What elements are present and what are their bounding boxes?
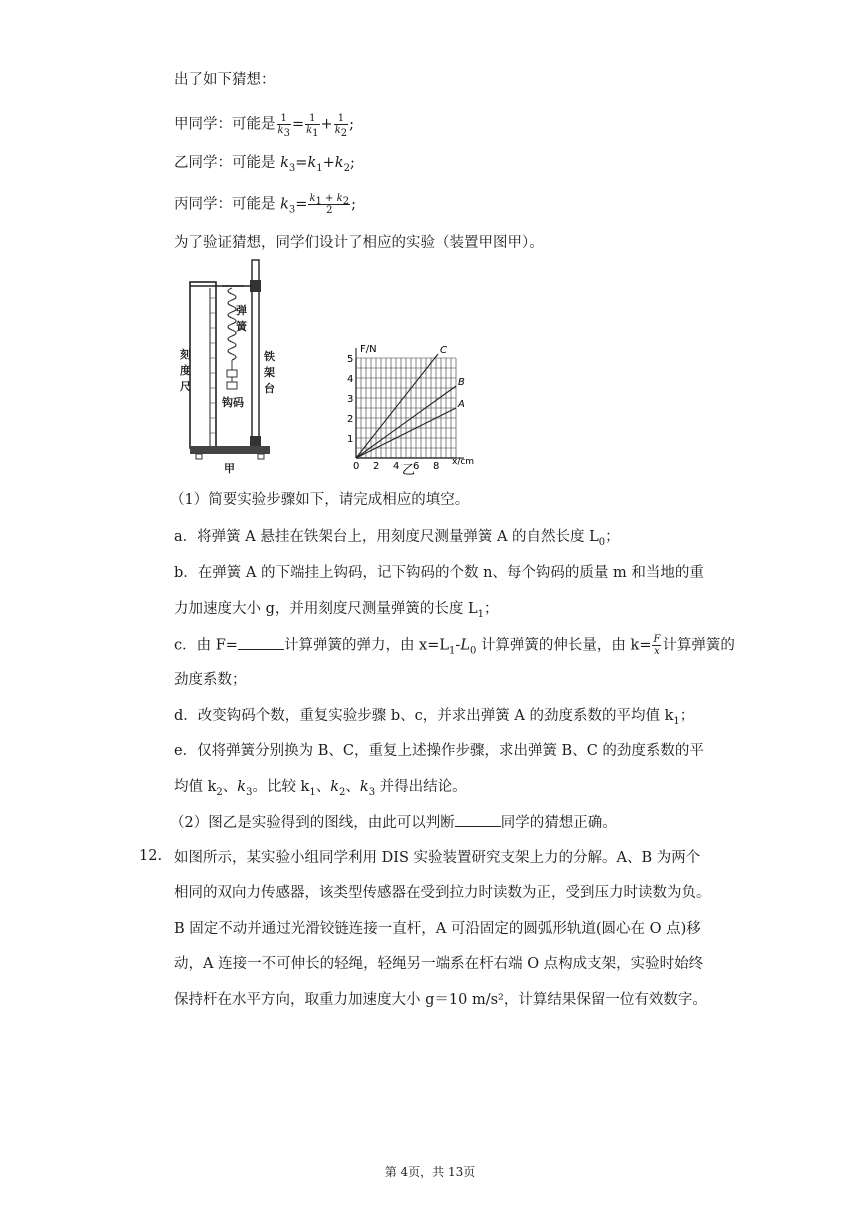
spring-label-0: 弹 (236, 304, 247, 317)
weight-2 (227, 382, 237, 389)
guess-jia: 甲同学：可能是 $\frac{1}{k_3}$ = $\frac{1}{k_1}$ + $\frac{1}{k_2}$ ; (174, 113, 355, 139)
step-a: a．将弹簧 A 悬挂在铁架台上，用刻度尺测量弹簧 A 的自然长度 $L_0$； (174, 529, 620, 548)
y-tick-label: 5 (347, 354, 354, 365)
series-label-B: B (458, 377, 465, 388)
figure-jia-apparatus (180, 258, 286, 475)
graph-lines (356, 345, 465, 458)
figure-yi-graph (338, 340, 488, 478)
spring (228, 288, 236, 360)
step-2: （2）图乙是实验得到的图线，由此可以判断 同学的猜想正确。 (170, 812, 617, 833)
x-tick-label: 6 (413, 461, 420, 472)
y-tick-label: 2 (347, 414, 354, 425)
spring-label-1: 簧 (236, 320, 247, 333)
step-e-1: e．仅将弹簧分别换为 B、C，重复上述操作步骤，求出弹簧 B、C 的劲度系数的平 (174, 743, 704, 759)
page-footer: 第 4页，共 13页 (384, 1165, 476, 1179)
step-b-2: 力加速度大小 g，并用刻度尺测量弹簧的长度 $L_1$； (174, 601, 499, 620)
stand-label-0: 铁 (264, 350, 275, 363)
answer-blank-1[interactable] (238, 635, 284, 650)
series-label-C: C (440, 345, 447, 356)
q12-line-1: 如图所示，某实验小组同学利用 DIS 实验装置研究支架上力的分解。A、B 为两个 (174, 850, 701, 866)
question-12-number: 12. (139, 848, 163, 864)
graph-ylabel: F/N (360, 344, 377, 355)
caption-jia: 甲 (224, 462, 235, 475)
series-label-A: A (458, 399, 465, 410)
base (190, 446, 270, 454)
graph-grid (356, 348, 464, 458)
q12-line-3: B 固定不动并通过光滑铰链连接一直杆，A 可沿固定的圆弧形轨道(圆心在 O 点)移 (174, 921, 701, 937)
y-tick-label: 4 (347, 374, 354, 385)
q12-line-5: 保持杆在水平方向，取重力加速度大小 g＝10 m/s²，计算结果保留一位有效数字。 (174, 992, 707, 1008)
guess-bing: 丙同学：可能是 $k_3=$ $\frac{k_1 + k_2}{2}$ ; (174, 193, 356, 216)
weight-label: 钩码 (222, 396, 244, 409)
stand-label-2: 台 (264, 382, 275, 395)
x-tick-label: 2 (373, 461, 380, 472)
x-tick-label: 4 (393, 461, 400, 472)
q12-line-2: 相同的双向力传感器，该类型传感器在受到拉力时读数为正，受到压力时读数为负。 (174, 885, 711, 901)
step-c-1: c．由 F= 计算弹簧的弹力，由 $x=L_1-L_0$ 计算弹簧的伸长量，由 k= $\frac{F}{x}$ 计算弹簧的 (174, 634, 735, 657)
answer-blank-2[interactable] (455, 812, 501, 827)
ruler (190, 282, 216, 448)
step-1-heading: （1）简要实验步骤如下，请完成相应的填空。 (170, 492, 470, 508)
graph-caption: 乙 (402, 463, 416, 478)
text-line-5: 为了验证猜想，同学们设计了相应的实验（装置甲图甲）。 (174, 235, 544, 251)
guess-yi: 乙同学：可能是 $k_3=k_1+k_2$; (174, 155, 355, 174)
step-b-1: b．在弹簧 A 的下端挂上钩码，记下钩码的个数 n、每个钩码的质量 m 和当地的重 (174, 565, 704, 581)
text-line-1: 出了如下猜想： (174, 72, 276, 88)
step-d: d．改变钩码个数，重复实验步骤 b、c，并求出弹簧 A 的劲度系数的平均值 $k_1$； (174, 708, 695, 727)
x-tick-label: 0 (353, 461, 360, 472)
ruler-label-2: 尺 (180, 380, 191, 393)
stand-label-1: 架 (264, 366, 275, 379)
step-e-2: 均值 $k_2$、$k_3$。比较 $k_1$、$k_2$、$k_3$ 并得出结论。 (174, 779, 467, 798)
y-tick-label: 3 (347, 394, 354, 405)
weight-1 (227, 370, 237, 377)
ruler-label-1: 度 (180, 364, 191, 377)
graph-xlabel: x/cm (452, 457, 475, 467)
y-tick-label: 1 (347, 434, 354, 445)
q12-line-4: 动，A 连接一不可伸长的轻绳，轻绳另一端系在杆右端 O 点构成支架，实验时始终 (174, 956, 704, 972)
x-tick-label: 8 (433, 461, 440, 472)
ruler-label-0: 刻 (180, 348, 191, 361)
step-c-2: 劲度系数； (174, 672, 247, 688)
